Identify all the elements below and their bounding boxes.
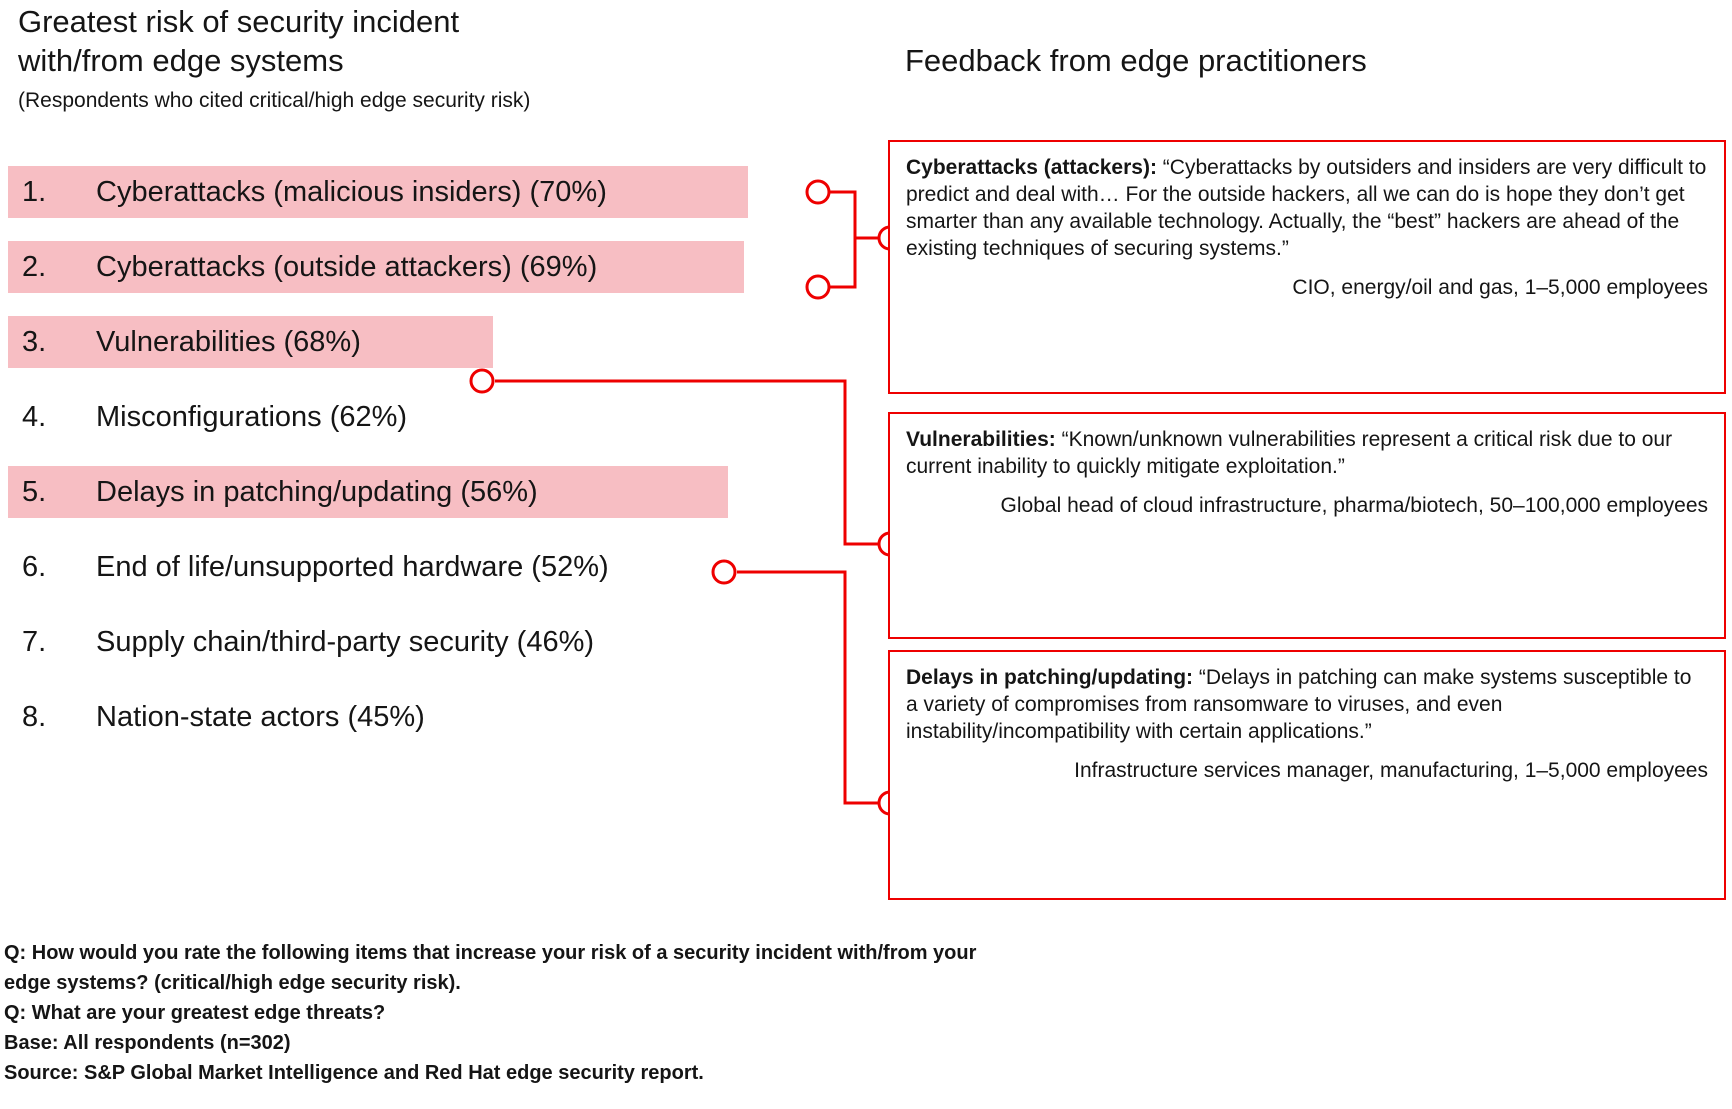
rank-label: Misconfigurations (62%) (96, 401, 408, 433)
rank-label: Cyberattacks (outside attackers) (69%) (96, 251, 598, 283)
list-item (0, 310, 820, 385)
callout-lead: Vulnerabilities: (906, 428, 1056, 451)
list-item (0, 235, 820, 310)
rank-label: Delays in patching/updating (56%) (96, 476, 538, 508)
rank-text (22, 243, 597, 291)
list-item (0, 535, 820, 610)
list-item (0, 385, 820, 460)
rank-text (22, 543, 609, 591)
rank-text (22, 318, 361, 366)
callout-quote (906, 154, 1708, 262)
list-item (0, 460, 820, 535)
callout-quote (906, 426, 1708, 480)
feedback-heading: Feedback from edge practitioners (905, 43, 1367, 78)
callout-quote-text: “Cyberattacks by outsiders and insiders are very difficult to predict and deal with… For the outside hackers, all we can do is hope they don’t get smarter than any available technology. Actually, the “best” hackers are ahead of the existing techniques of securing systems.” (906, 156, 1707, 260)
footnote-line: edge systems? (critical/high edge security risk). (4, 972, 461, 994)
rank-text (22, 468, 538, 516)
page-subtitle: (Respondents who cited critical/high edge security risk) (18, 89, 531, 112)
footnotes (4, 938, 1504, 1088)
callout-quote-text: “Known/unknown vulnerabilities represent a critical risk due to our current inability to quickly mitigate exploitation.” (906, 428, 1673, 478)
rank-number: 4. (22, 401, 47, 433)
rank-text (22, 393, 407, 441)
rank-text (22, 168, 607, 216)
rank-label: End of life/unsupported hardware (52%) (96, 551, 609, 583)
footnote-line: Q: How would you rate the following items that increase your risk of a security incident with/from your (4, 942, 977, 964)
rank-label: Supply chain/third-party security (46%) (96, 626, 595, 658)
list-item (0, 685, 820, 760)
rank-number: 5. (22, 476, 47, 508)
callout-attribution: CIO, energy/oil and gas, 1–5,000 employees (1292, 276, 1708, 299)
feedback-callout (888, 140, 1726, 394)
callout-attribution: Global head of cloud infrastructure, pharma/biotech, 50–100,000 employees (1000, 494, 1708, 517)
rank-number: 2. (22, 251, 47, 283)
rank-number: 3. (22, 326, 47, 358)
page-title-line-2: with/from edge systems (18, 43, 344, 78)
footnote-line: Q: What are your greatest edge threats? (4, 1002, 386, 1024)
list-item (0, 160, 820, 235)
page-title-line-1: Greatest risk of security incident (18, 4, 460, 39)
callout-lead: Cyberattacks (attackers): (906, 156, 1157, 179)
footnote-line: Source: S&P Global Market Intelligence and Red Hat edge security report. (4, 1062, 704, 1084)
rank-number: 8. (22, 701, 47, 733)
rank-number: 6. (22, 551, 47, 583)
rank-number: 1. (22, 176, 47, 208)
callout-lead: Delays in patching/updating: (906, 666, 1194, 689)
rank-text (22, 693, 425, 741)
rank-label: Cyberattacks (malicious insiders) (70%) (96, 176, 607, 208)
footnote-line: Base: All respondents (n=302) (4, 1032, 291, 1054)
list-item (0, 610, 820, 685)
callout-quote (906, 664, 1708, 745)
rank-text (22, 618, 594, 666)
rank-label: Nation-state actors (45%) (96, 701, 425, 733)
left-header (18, 2, 798, 114)
rank-label: Vulnerabilities (68%) (96, 326, 361, 358)
feedback-callout (888, 412, 1726, 639)
rank-number: 7. (22, 626, 47, 658)
feedback-callout (888, 650, 1726, 900)
callout-quote-text: “Delays in patching can make systems susceptible to a variety of compromises from ransomware to viruses, and even instability/incompatibility with certain applications.” (906, 666, 1692, 743)
risk-ranking-list (0, 160, 820, 760)
callout-attribution: Infrastructure services manager, manufacturing, 1–5,000 employees (1074, 759, 1708, 782)
